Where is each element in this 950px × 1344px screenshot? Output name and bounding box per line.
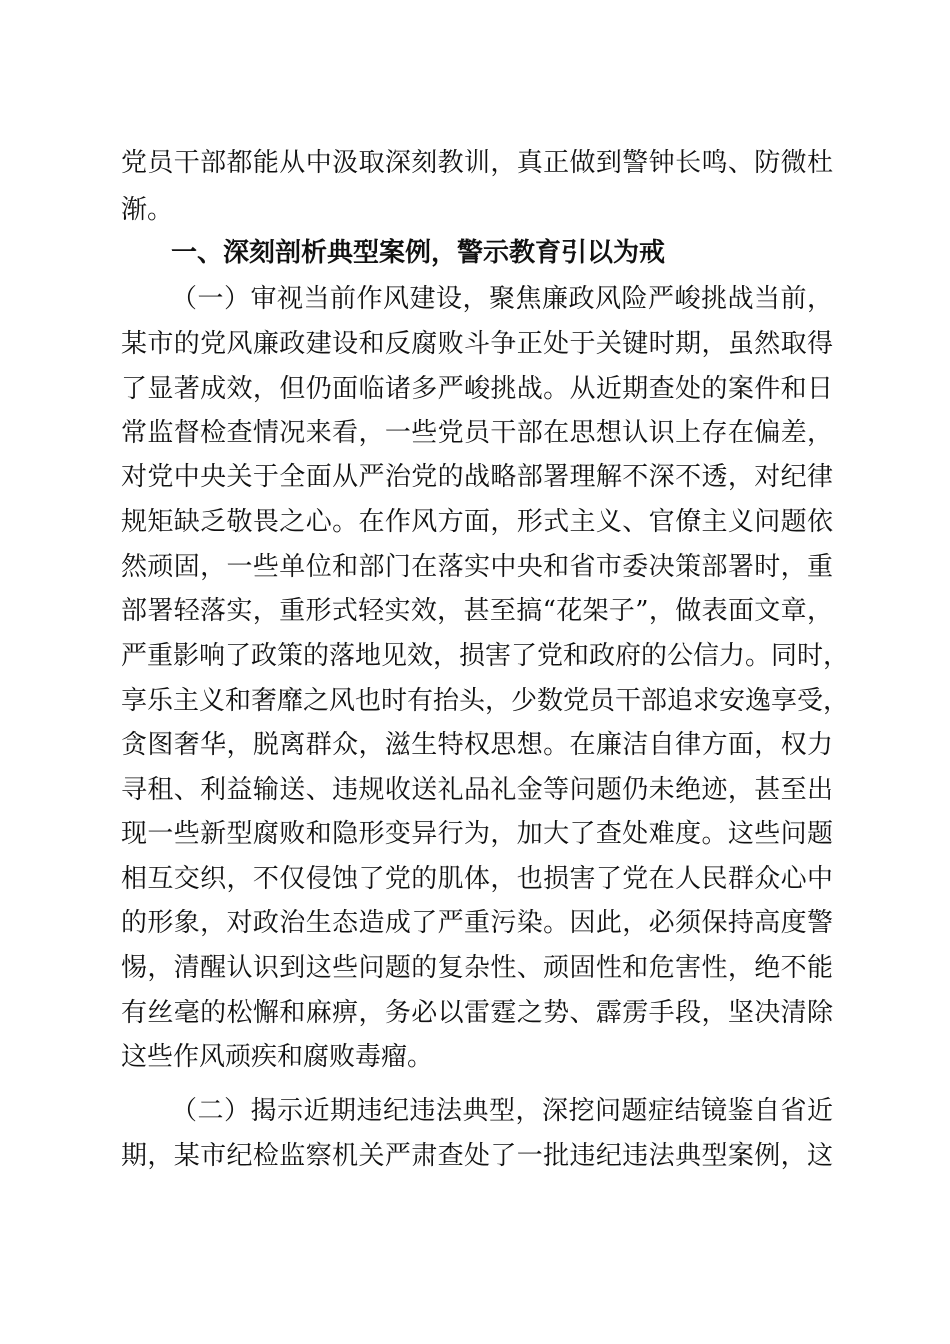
paragraph-line: 有丝毫的松懈和麻痹，务必以雷霆之势、霹雳手段，坚决清除 bbox=[121, 998, 833, 1028]
paragraph-line: 党员干部都能从中汲取深刻教训，真正做到警钟长鸣、防微杜 bbox=[121, 148, 833, 178]
paragraph-line: 的形象，对政治生态造成了严重污染。因此，必须保持高度警 bbox=[121, 908, 833, 938]
paragraph-line: 然顽固，一些单位和部门在落实中央和省市委决策部署时，重 bbox=[121, 552, 833, 582]
paragraph-line: 对党中央关于全面从严治党的战略部署理解不深不透，对纪律 bbox=[121, 462, 833, 492]
paragraph-line: 规矩缺乏敬畏之心。在作风方面，形式主义、官僚主义问题依 bbox=[121, 507, 833, 537]
paragraph-line: （一）审视当前作风建设，聚焦廉政风险严峻挑战当前， bbox=[171, 284, 833, 314]
paragraph-line: （二）揭示近期违纪违法典型，深挖问题症结镜鉴自省近 bbox=[171, 1096, 833, 1126]
paragraph-line: 惕，清醒认识到这些问题的复杂性、顽固性和危害性，绝不能 bbox=[121, 953, 833, 983]
paragraph-line: 现一些新型腐败和隐形变异行为，加大了查处难度。这些问题 bbox=[121, 819, 833, 849]
paragraph-line: 寻租、利益输送、违规收送礼品礼金等问题仍未绝迹，甚至出 bbox=[121, 775, 833, 805]
paragraph-line: 渐。 bbox=[121, 195, 174, 225]
paragraph-line: 贪图奢华，脱离群众，滋生特权思想。在廉洁自律方面，权力 bbox=[121, 730, 833, 760]
paragraph-line: 了显著成效，但仍面临诸多严峻挑战。从近期查处的案件和日 bbox=[121, 374, 833, 404]
paragraph-line: 严重影响了政策的落地见效，损害了党和政府的公信力。同时， bbox=[121, 641, 850, 671]
paragraph-line: 某市的党风廉政建设和反腐败斗争正处于关键时期，虽然取得 bbox=[121, 329, 833, 359]
paragraph-line: 期，某市纪检监察机关严肃查处了一批违纪违法典型案例，这 bbox=[121, 1141, 833, 1171]
paragraph-line: 相互交织，不仅侵蚀了党的肌体，也损害了党在人民群众心中 bbox=[121, 864, 833, 894]
paragraph-line: 这些作风顽疾和腐败毒瘤。 bbox=[121, 1042, 434, 1072]
paragraph-line: 部署轻落实，重形式轻实效，甚至搞“花架子”，做表面文章， bbox=[121, 596, 833, 626]
paragraph-line: 享乐主义和奢靡之风也时有抬头，少数党员干部追求安逸享受， bbox=[121, 686, 850, 716]
paragraph-line: 常监督检查情况来看，一些党员干部在思想认识上存在偏差， bbox=[121, 418, 833, 448]
section-heading: 一、深刻剖析典型案例，警示教育引以为戒 bbox=[171, 238, 666, 268]
